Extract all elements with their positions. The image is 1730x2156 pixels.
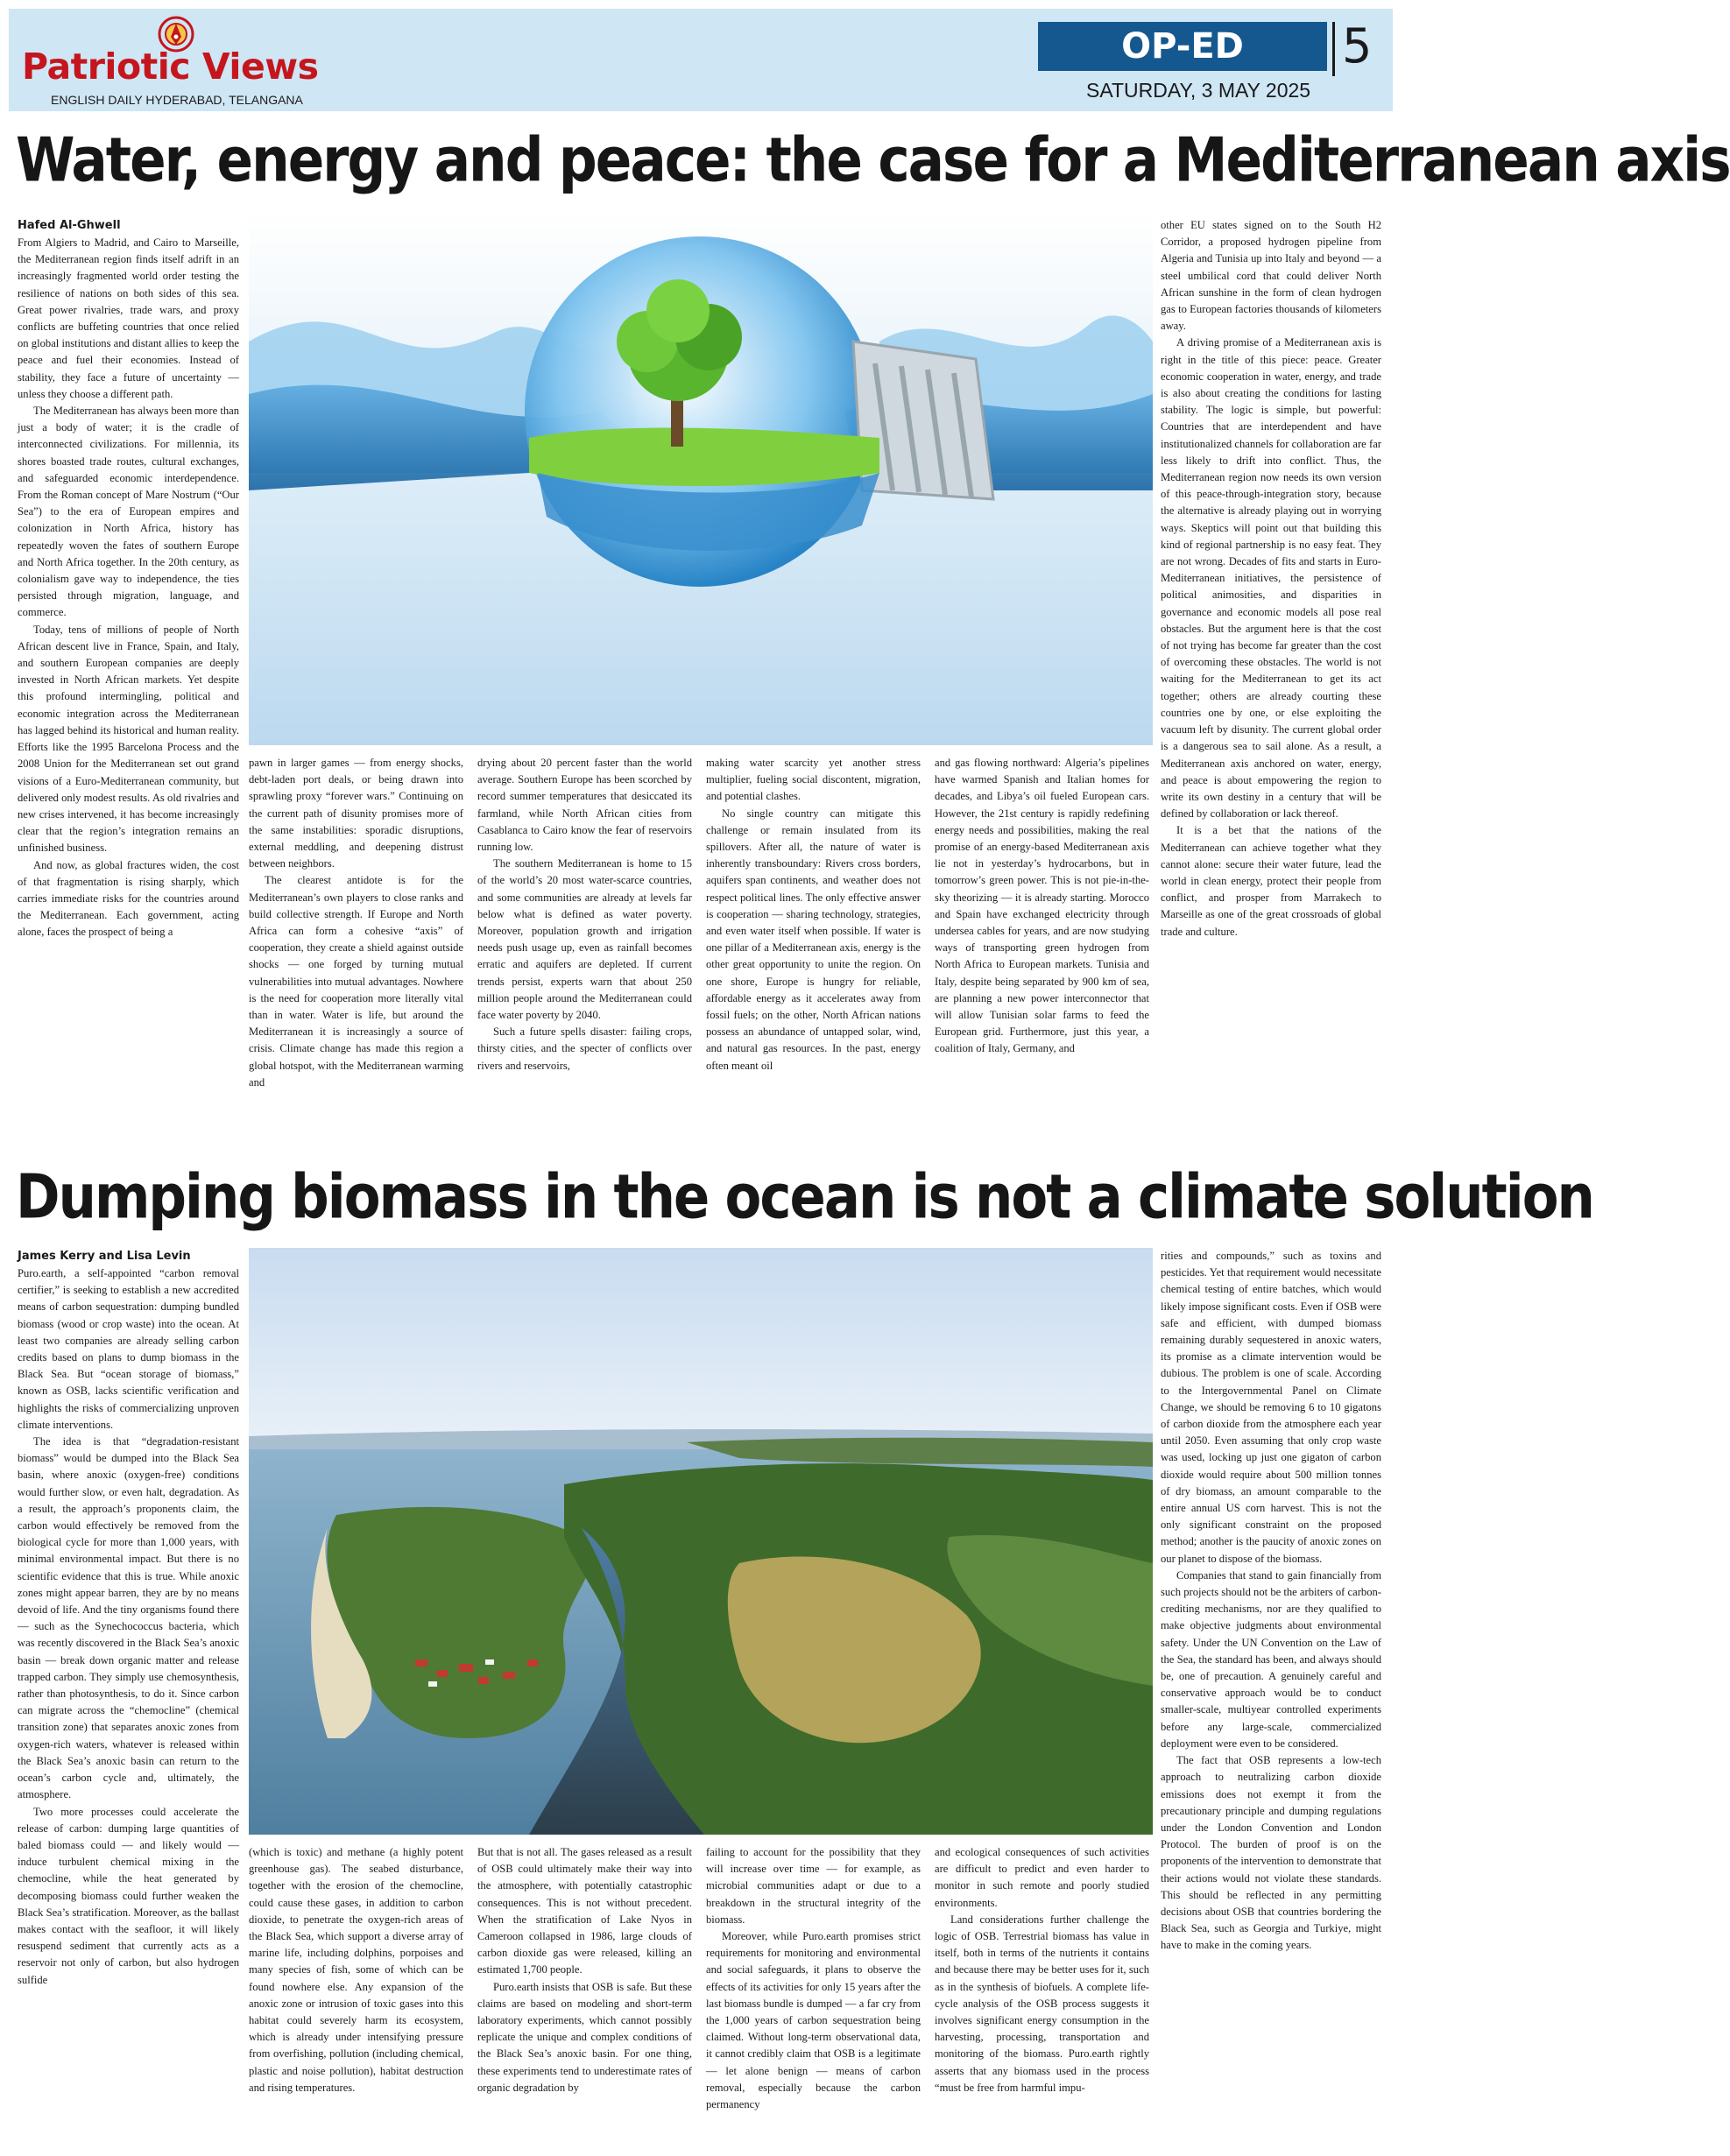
article-1-column-6 (1161, 217, 1381, 1145)
paragraph: Companies that stand to gain financially from such projects should not be the arbiters of carbon-crediting mechanisms, nor are they qualified to make objective judgments about environmental safety. Under the UN Convention on the Law of the Sea, the standard has been, and always should be, one of precaution. A genuinely careful and conservative approach would be to conduct smaller-scale, multiyear controlled experiments before any large-scale, commercialized deployment were even to be considered. (1161, 1568, 1381, 1750)
paragraph: But that is not all. The gases released as a result of OSB could ultimately make their way into the atmosphere, with potentially catastrophic consequences. This is not without precedent. When the stratification of Lake Nyos in Cameroon collapsed in 1986, large clouds of carbon dioxide gas were released, killing an estimated 1,700 people. (477, 1846, 692, 1976)
paragraph: The idea is that “degradation-resistant biomass” would be dumped into the Black Sea basin, where anoxic (oxygen-free) conditions would further slow, or even halt, degradation. As a result, the approach’s proponents claim, the carbon would effectively be removed from the biological cycle for more than 1,000 years, with minimal environmental impact. But there is no scientific evidence that this is true. While anoxic zones might appear barren, they are by no means devoid of life. And the tiny organisms found there — such as the Synechococcus bacteria, which was recently discovered in the Black Sea’s anoxic basin — break down organic matter and release trapped carbon. They simply use chemosynthesis, rather than photosynthesis, to do it. Since carbon can migrate across the “chemocline” (chemical transition zone) that separates anoxic zones from oxygen-rich waters, whatever is released within the Black Sea’s anoxic basin can return to the ocean’s carbon cycle and, ultimately, the atmosphere. (18, 1435, 239, 1801)
river-delta-aerial-image (249, 1248, 1153, 1835)
paragraph: It is a bet that the nations of the Mediterranean can achieve together what they cannot alone: secure their water future, lead the world in clean energy, protect their people from conflict, and prosper from Marrakech to Marseille as one of the great crossroads of global trade and culture. (1161, 824, 1381, 938)
paragraph: other EU states signed on to the South H2 Corridor, a proposed hydrogen pipeline from Algeria and Tunisia up into Italy and beyond — a steel umbilical cord that could deliver North African sunshine in the form of clean hydrogen gas to European factories thousands of kilometers away. (1161, 219, 1381, 333)
paragraph: Moreover, while Puro.earth promises strict requirements for monitoring and environmental and social safeguards, it plans to observe the effects of its activities for only 15 years after the last biomass bundle is dumped — a far cry from the 1,000 years of carbon sequestration being claimed. Without long-term observational data, it cannot credibly claim that OSB is a legitimate — let alone benign — means of carbon removal, especially because the carbon permanency (706, 1930, 921, 2111)
paragraph: Two more processes could accelerate the release of carbon: dumping large quantities of baled biomass could — and likely would — induce turbulent chemical mixing in the chemocline, while the heat generated by decomposing biomass could further weaken the Black Sea’s stratification. Moreover, as the ballast makes contact with the seafloor, it will likely resuspend sediment that currently acts as a reservoir not only of carbon, but also hydrogen sulfide (18, 1805, 239, 1986)
paragraph: Puro.earth insists that OSB is safe. But these claims are based on modeling and short-term laboratory experiments, which cannot possibly replicate the unique and complex conditions of the Black Sea’s anoxic basin. For one thing, these experiments tend to underestimate rates of organic degradation by (477, 1980, 692, 2094)
article-1-column-2 (249, 755, 463, 1145)
paragraph: Land considerations further challenge the logic of OSB. Terrestrial biomass has value in itself, both in terms of the nutrients it contains and because there may be better uses for it, such as in the synthesis of biofuels. A complete life-cycle analysis of the OSB process suggests it involves significant energy consumption in the harvesting, processing, transportation and monitoring of the biomass. Puro.earth rightly asserts that any biomass used in the process “must be free from harmful impu- (935, 1913, 1149, 2094)
paragraph: From Algiers to Madrid, and Cairo to Marseille, the Mediterranean region finds itself adrift in an increasingly fragmented world order testing the resilience of nations on both sides of this sea. Great power rivalries, trade wars, and proxy conflicts are buffeting countries that once relied on global institutions and distant allies to keep the peace and fuel their economies. Instead of stability, they face a future of uncertainty — unless they choose a different path. (18, 236, 239, 400)
article-1-column-4 (706, 755, 921, 1145)
article-2-column-6 (1161, 1248, 1381, 2150)
article-2-headline: Dumping biomass in the ocean is not a climate solution (16, 1160, 1593, 1233)
newspaper-tagline: ENGLISH DAILY HYDERABAD, TELANGANA (51, 93, 303, 107)
paragraph: Such a future spells disaster: failing crops, thirsty cities, and the specter of conflicts over rivers and reservoirs, (477, 1025, 692, 1072)
article-2-column-5 (935, 1844, 1149, 2149)
article-2-column-1 (18, 1248, 239, 2150)
paragraph: And now, as global fractures widen, the cost of that fragmentation is rising sharply, which carries immediate risks for the countries around the Mediterranean. Each government, acting alone, faces the prospect of being a (18, 858, 239, 939)
article-1-byline: Hafed Al-Ghwell (18, 219, 121, 232)
article-1-column-1 (18, 217, 239, 1144)
river-delta-aerial-image-art (249, 1248, 1153, 1835)
lightbulb-tree-water-image (249, 210, 1153, 745)
divider (1332, 22, 1335, 76)
paragraph: The fact that OSB represents a low-tech approach to neutralizing carbon dioxide emissions does not exempt it from the precautionary principle and dumping regulations under the London Convention and London Protocol. The burden of proof is on the proponents of the intervention to demonstrate that their actions would not violate these standards. This should be reflected in any permitting decisions about OSB that countries bordering the Black Sea, such as Georgia and Turkiye, might have to make in the coming years. (1161, 1754, 1381, 1952)
issue-date: SATURDAY, 3 MAY 2025 (1086, 79, 1311, 102)
paragraph: (which is toxic) and methane (a highly potent greenhouse gas). The seabed disturbance, together with the erosion of the chemocline, could cause these gases, in addition to carbon dioxide, to penetrate the oxygen-rich areas of the Black Sea, which support a diverse array of marine life, including dolphins, porpoises and many species of fish, some of which can be found nowhere else. Any expansion of the anoxic zone or intrusion of toxic gases into this habitat could severely harm its ecosystem, which is already under intensifying pressure from overfishing, pollution (including chemical, plastic and noise pollution), habitat destruction and rising temperatures. (249, 1846, 463, 2094)
paragraph: The Mediterranean has always been more than just a body of water; it is the cradle of interconnected civilizations. For millennia, its shores boasted trade routes, cultural exchanges, and safeguarded economic interdependence. From the Roman concept of Mare Nostrum (“Our Sea”) to the era of European empires and colonization in North Africa, history has repeatedly woven the fates of southern Europe and North Africa together. In the 20th century, as colonialism gave way to independence, the ties persisted through migration, language, and commerce. (18, 405, 239, 619)
article-2-byline: James Kerry and Lisa Levin (18, 1250, 191, 1263)
article-1-column-5 (935, 755, 1149, 1145)
paragraph: failing to account for the possibility that they will increase over time — for example, as microbial communities adapt or due to a breakdown in the structural integrity of the biomass. (706, 1846, 921, 1926)
article-1-headline: Water, energy and peace: the case for a Mediterranean axis (16, 123, 1730, 196)
article-2-column-3 (477, 1844, 692, 2149)
paragraph: drying about 20 percent faster than the world average. Southern Europe has been scorched by record summer temperatures that desiccated its farmland, while North African cities from Casablanca to Cairo know the fear of reservoirs running low. (477, 757, 692, 854)
newspaper-title: Patriotic Views (22, 46, 319, 88)
paragraph: and ecological consequences of such activities are difficult to predict and even harder to monitor in such remote and poorly studied environments. (935, 1846, 1149, 1909)
article-1-column-3 (477, 755, 692, 1145)
paragraph: Today, tens of millions of people of North African descent live in France, Spain, and Italy, and southern European companies are deeply invested in North African markets. Yet despite this profound intermingling, political and economic integration across the Mediterranean has lagged behind its historical and human reality. Efforts like the 1995 Barcelona Process and the 2008 Union for the Mediterranean set out grand visions of a Euro-Mediterranean community, but delivered only modest results. As old rivalries and new crises intervened, it has become increasingly clear that the region’s integration remains an unfinished business. (18, 623, 239, 855)
paragraph: pawn in larger games — from energy shocks, debt-laden port deals, or being drawn into sprawling proxy “forever wars.” Continuing on the current path of disunity promises more of the same instabilities: sporadic disruptions, external meddling, and deepening distrust between neighbors. (249, 757, 463, 870)
section-label: OP-ED (1038, 22, 1327, 71)
paragraph: rities and compounds,” such as toxins and pesticides. Yet that requirement would necessitate chemical testing of entire batches, which would likely impose significant costs. Even if OSB were safe and efficient, with dumped biomass remaining durably sequestered in anoxic waters, its promise as a climate intervention would be dubious. The problem is one of scale. According to the Intergovernmental Panel on Climate Change, we should be removing 6 to 10 gigatons of carbon dioxide from the atmosphere each year until 2050. Even assuming that only crop waste was used, locking up just one gigaton of carbon dioxide would require about 500 million tonnes of dry biomass, an amount comparable to the entire annual US corn harvest. This is not the only significant constraint on the proposed method; another is the paucity of anoxic zones on our planet to dispose of the biomass. (1161, 1250, 1381, 1565)
masthead (9, 9, 1393, 111)
lightbulb-tree-water-image-art (249, 210, 1153, 745)
paragraph: The clearest antidote is for the Mediterranean’s own players to close ranks and build collective strength. If Europe and North Africa can form a cohesive “axis” of cooperation, they create a shield against outside shocks — one forged by turning mutual vulnerabilities into mutual advantages. Nowhere is the need for cooperation more literally vital than in water. Water is life, but around the Mediterranean it is increasingly a source of crisis. Climate change has made this region a global hotspot, with the Mediterranean warming and (249, 874, 463, 1089)
paragraph: making water scarcity yet another stress multiplier, fueling social discontent, migration, and potential clashes. (706, 757, 921, 803)
paragraph: A driving promise of a Mediterranean axis is right in the title of this piece: peace. Greater economic cooperation in water, energy, and trade is also about creating the conditions for lasting stability. The logic is simple, but powerful: Countries that are interdependent and have institutionalized channels for collaboration are far less likely to drift into conflict. Thus, the Mediterranean region now needs its own version of this peace-through-integration story, because the alternative is already playing out in worrying ways. Skeptics will point out that building this kind of regional partnership is no easy feat. They are not wrong. Decades of fits and starts in Euro-Mediterranean initiatives, the persistence of political animosities, and disparities in governance and economic models all pose real obstacles. But the argument here is that the cost of not trying has become far greater than the cost of overcoming these obstacles. The world is not waiting for the Mediterranean to get its act together; others are already courting these countries one by one, or else exploiting the vacuum left by disunity. The current global order is a dangerous sea to sail alone. As a result, a Mediterranean axis anchored on water, energy, and peace is about empowering the region to write its own destiny in a century that will be defined by collaboration or lack thereof. (1161, 336, 1381, 821)
paragraph: No single country can mitigate this challenge or remain insulated from its spillovers. After all, the nature of water is inherently transboundary: Rivers cross borders, aquifers span continents, and weather does not respect political lines. The only effective answer is cooperation — sharing technology, strategies, and even water itself when possible. If water is one pillar of a Mediterranean axis, energy is the other great opportunity to unite the region. On one shore, Europe is hungry for reliable, affordable energy as it accelerates away from fossil fuels; on the other, North African nations possess an abundance of untapped solar, wind, and natural gas resources. In the past, energy often meant oil (706, 807, 921, 1072)
article-2-column-4 (706, 1844, 921, 2149)
paragraph: The southern Mediterranean is home to 15 of the world’s 20 most water-scarce countries, and some communities are already at levels far below what is defined as water poverty. Moreover, population growth and irrigation needs push usage up, even as rainfall becomes erratic and aquifers are depleted. If current trends persist, experts warn that about 250 million people around the Mediterranean could face water poverty by 2040. (477, 857, 692, 1022)
paragraph: and gas flowing northward: Algeria’s pipelines have warmed Spanish and Italian homes for decades, and Libya’s oil fueled European cars. However, the 21st century is rapidly redefining energy needs and possibilities, making the real promise of an energy-based Mediterranean axis lie not in yesterday’s hydrocarbons, but in tomorrow’s green power. This is not pie-in-the-sky theorizing — it is already starting. Morocco and Spain have exchanged electricity through undersea cables for years, and are now studying ways of transporting green hydrogen from North Africa to European markets. Tunisia and Italy, despite being separated by 900 km of sea, are planning a new power interconnector that will allow Tunisian solar farms to feed the European grid. Furthermore, just this year, a coalition of Italy, Germany, and (935, 757, 1149, 1055)
paragraph: Puro.earth, a self-appointed “carbon removal certifier,” is seeking to establish a new accredited means of carbon sequestration: dumping bundled biomass (wood or crop waste) into the ocean. At least two companies are already selling carbon credits based on plans to dump biomass in the Black Sea. But “ocean storage of biomass,” known as OSB, lacks scientific verification and highlights the risks of commercializing unproven climate interventions. (18, 1267, 239, 1431)
article-2-column-2 (249, 1844, 463, 2149)
page-number: 5 (1342, 18, 1373, 74)
